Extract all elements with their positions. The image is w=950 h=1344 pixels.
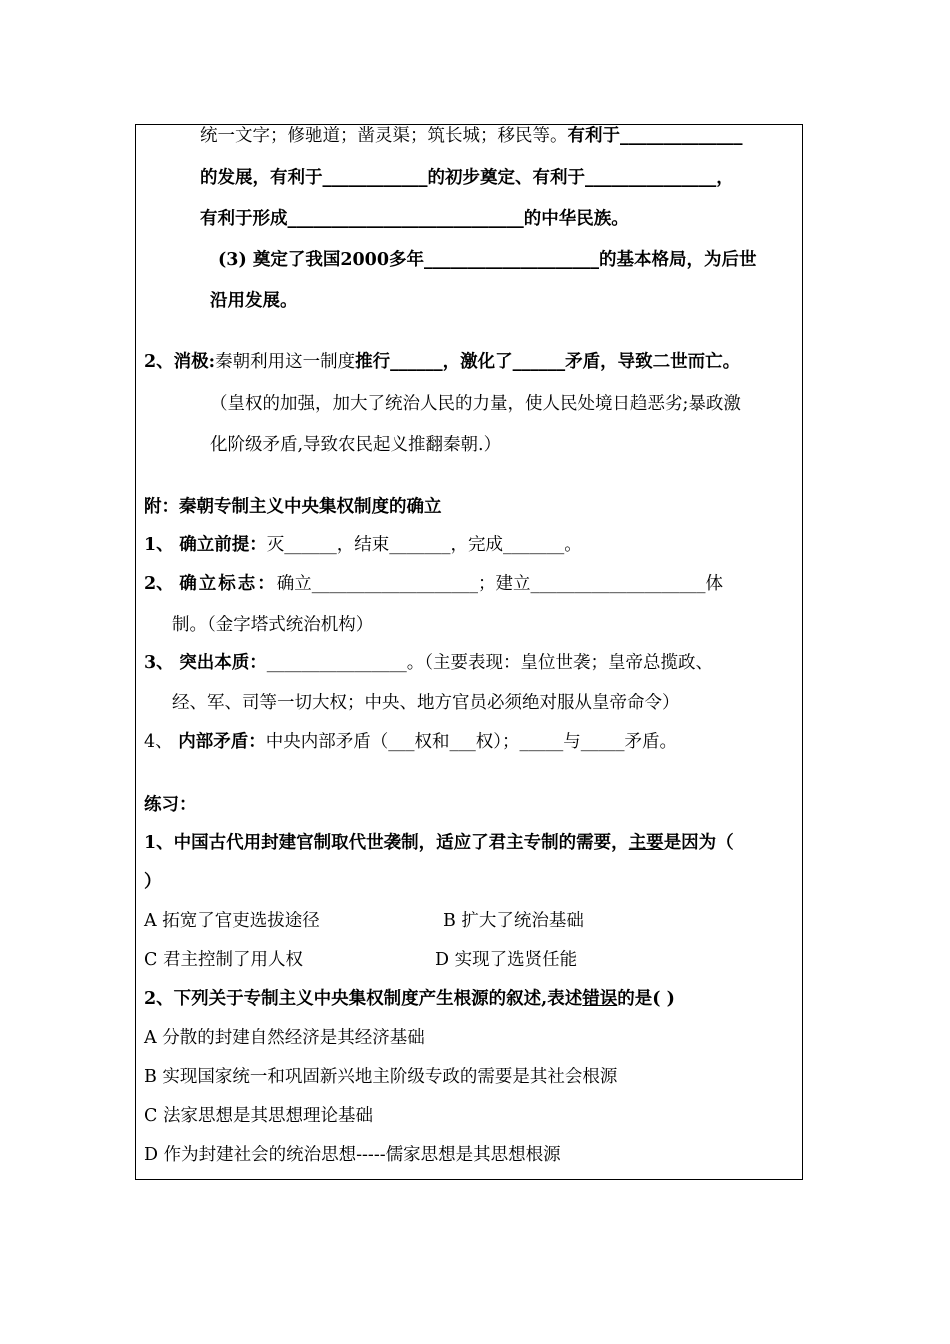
appendix-item-4 [144, 730, 677, 754]
item-1-label: 确立前提： [179, 535, 267, 555]
p2-line1-text: 秦朝利用这一制度 [215, 352, 356, 372]
q2-underlined: 错误 [582, 989, 618, 1009]
q1-text-a: 1、中国古代用封建官制取代世袭制，适应了君主专制的需要， [144, 833, 629, 853]
p2-line1-bold: 推行______，激化了______矛盾，导致二世而亡。 [355, 352, 741, 372]
q1-option-a: A 拓宽了官吏选拔途径 [144, 911, 320, 931]
item-4-text: 中央内部矛盾（___权和___权）；_____与_____矛盾。 [265, 732, 677, 752]
item-3-text: ________________。（主要表现：皇位世袭；皇帝总揽政、 [266, 653, 714, 673]
item-2-num: 2、 [144, 574, 174, 594]
q2-option-b: B 实现国家统一和巩固新兴地主阶级专政的需要是其社会根源 [144, 1067, 618, 1087]
p2-heading: 2、消极: [144, 352, 216, 372]
p1-line4: (3) 奠定了我国2000多年____________________的基本格局，为后世 [218, 250, 757, 270]
appendix-item-2-cont: 制。（金字塔式统治机构） [172, 615, 374, 635]
p2-line1 [144, 350, 740, 374]
item-4-label: 内部矛盾： [178, 732, 266, 752]
p1-line1 [200, 124, 743, 148]
q2-option-d: D 作为封建社会的统治思想-----儒家思想是其思想根源 [144, 1145, 561, 1165]
item-2-label: 确立标志： [179, 574, 277, 594]
q1-option-b: B 扩大了统治基础 [443, 911, 584, 931]
appendix-item-3-cont: 经、军、司等一切大权；中央、地方官员必须绝对服从皇帝命令） [172, 693, 680, 713]
p1-line1-bold: 有利于______________ [567, 126, 743, 146]
appendix-title: 附：秦朝专制主义中央集权制度的确立 [144, 497, 442, 517]
question-1-close: ） [144, 872, 162, 892]
appendix-item-3 [144, 651, 713, 675]
q2-text-b: 的是( ) [617, 989, 675, 1009]
p2-line2: （皇权的加强，加大了统治人民的力量，使人民处境日趋恶劣;暴政激 [210, 394, 741, 414]
q2-text-a: 2、下列关于专制主义中央集权制度产生根源的叙述,表述 [144, 989, 583, 1009]
item-3-num: 3、 [144, 653, 174, 673]
p1-line5: 沿用发展。 [210, 291, 298, 311]
item-2-text: 确立___________________；建立____________________体 [276, 574, 724, 594]
q2-option-c: C 法家思想是其思想理论基础 [144, 1106, 373, 1126]
p1-line1-text: 统一文字；修驰道；凿灵渠；筑长城；移民等。 [200, 126, 568, 146]
p2-line3: 化阶级矛盾,导致农民起义推翻秦朝.） [210, 435, 502, 455]
item-4-num: 4、 [144, 732, 173, 752]
appendix-item-2 [144, 572, 723, 596]
q1-underlined: 主要 [628, 833, 664, 853]
q1-option-d: D 实现了选贤任能 [435, 950, 578, 970]
p1-line3: 有利于形成___________________________的中华民族。 [200, 209, 629, 229]
question-2 [144, 987, 675, 1011]
question-1 [144, 831, 734, 855]
q1-option-c: C 君主控制了用人权 [144, 950, 303, 970]
item-3-label: 突出本质： [179, 653, 267, 673]
item-1-num: 1、 [144, 535, 174, 555]
q2-option-a: A 分散的封建自然经济是其经济基础 [144, 1028, 425, 1048]
exercise-title: 练习： [144, 795, 197, 815]
item-1-text: 灭______，结束_______，完成_______。 [266, 535, 582, 555]
p1-line2: 的发展，有利于____________的初步奠定、有利于_______________， [200, 168, 734, 188]
q1-text-b: 是因为（ [663, 833, 734, 853]
appendix-item-1 [144, 533, 582, 557]
